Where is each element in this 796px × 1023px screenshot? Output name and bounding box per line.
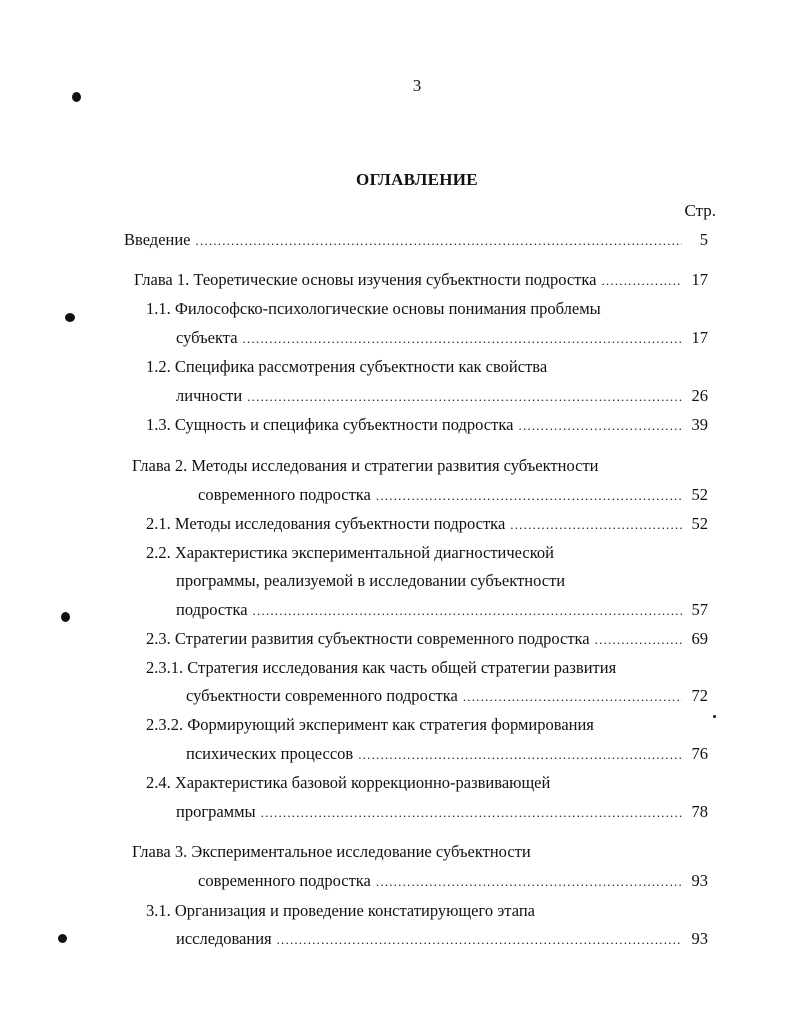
toc-entry-page: 52 [691,485,708,504]
toc-entry-text: 1.3. Сущность и специфика субъектности подростка [146,415,514,434]
toc-entry-text: Введение [124,230,191,249]
toc-entry-page: 17 [691,328,708,347]
dot-leader [463,687,682,707]
scan-mark [61,612,70,622]
toc-entry-text: исследования [176,929,272,948]
dot-leader [595,630,682,650]
toc-entry-2-2-line1: 2.2. Характеристика экспериментальной диагностической [146,543,554,562]
dot-leader [518,416,682,436]
toc-entry-3-1-line1: 3.1. Организация и проведение констатирующего этапа [146,901,535,920]
toc-entry-text: Глава 1. Теоретические основы изучения субъектности подростка [134,270,597,289]
toc-entry-page: 57 [691,600,708,619]
dot-leader [261,803,682,823]
toc-entry-page: 17 [691,270,708,289]
toc-entry-2-3-1-line1: 2.3.1. Стратегия исследования как часть общей стратегии развития [146,658,617,677]
toc-entry-text: программы [176,802,256,821]
scan-mark [65,313,75,322]
dot-leader [601,271,682,291]
dot-leader [510,515,682,535]
pages-column-header: Стр. [684,201,716,220]
toc-entry-chapter-2 [198,485,708,506]
toc-entry-page: 76 [691,744,708,763]
toc-entry-page: 26 [691,386,708,405]
toc-entry-chapter-1 [134,270,708,291]
toc-entry-page: 5 [699,230,708,249]
toc-entry-text: 2.1. Методы исследования субъектности подростка [146,514,506,533]
dot-leader [196,231,682,251]
dot-leader [376,486,682,506]
toc-entry-2-3-1 [186,686,708,707]
scan-dot [713,715,716,718]
toc-entry-1-1-line1: 1.1. Философско-психологические основы понимания проблемы [146,299,601,318]
toc-entry-2-1 [146,514,708,535]
toc-entry-2-3-2 [186,744,708,765]
dot-leader [277,930,682,950]
toc-entry-text: современного подростка [198,485,371,504]
toc-entry-page: 93 [691,871,708,890]
toc-entry-2-4 [176,802,708,823]
toc-entry-1-1 [176,328,708,349]
toc-entry-2-3-2-line1: 2.3.2. Формирующий эксперимент как стратегия формирования [146,715,594,734]
toc-entry-1-3 [146,415,708,436]
toc-entry-chapter-3 [198,871,708,892]
toc-entry-2-2 [176,600,708,621]
dot-leader [358,745,682,765]
toc-entry-1-2 [176,386,708,407]
toc-entry-2-3 [146,629,708,650]
toc-entry-text: современного подростка [198,871,371,890]
toc-entry-text: субъекта [176,328,238,347]
toc-entry-3-1 [176,929,708,950]
toc-entry-text: подростка [176,600,248,619]
toc-title: ОГЛАВЛЕНИЕ [356,170,478,189]
toc-entry-text: субъектности современного подростка [186,686,458,705]
toc-entry-2-2-line2: программы, реализуемой в исследовании субъектности [176,571,566,590]
dot-leader [253,601,682,621]
dot-leader [243,329,682,349]
toc-entry-page: 69 [691,629,708,648]
dot-leader [376,872,682,892]
toc-entry-page: 39 [691,415,708,434]
toc-entry-2-4-line1: 2.4. Характеристика базовой коррекционно-развивающей [146,773,551,792]
toc-entry-text: 2.3. Стратегии развития субъектности современного подростка [146,629,590,648]
toc-entry-page: 72 [691,686,708,705]
toc-entry-chapter-3-line1: Глава 3. Экспериментальное исследование субъектности [132,842,531,861]
page-number: 3 [412,76,422,95]
scan-mark [58,934,67,943]
toc-entry-chapter-2-line1: Глава 2. Методы исследования и стратегии развития субъектности [132,456,599,475]
toc-entry-1-2-line1: 1.2. Специфика рассмотрения субъектности как свойства [146,357,548,376]
toc-entry-page: 78 [691,802,708,821]
toc-entry-page: 93 [691,929,708,948]
toc-entry-text: психических процессов [186,744,354,763]
toc-entry-page: 52 [691,514,708,533]
dot-leader [247,387,682,407]
toc-entry-text: личности [176,386,243,405]
toc-entry-intro [124,230,708,251]
